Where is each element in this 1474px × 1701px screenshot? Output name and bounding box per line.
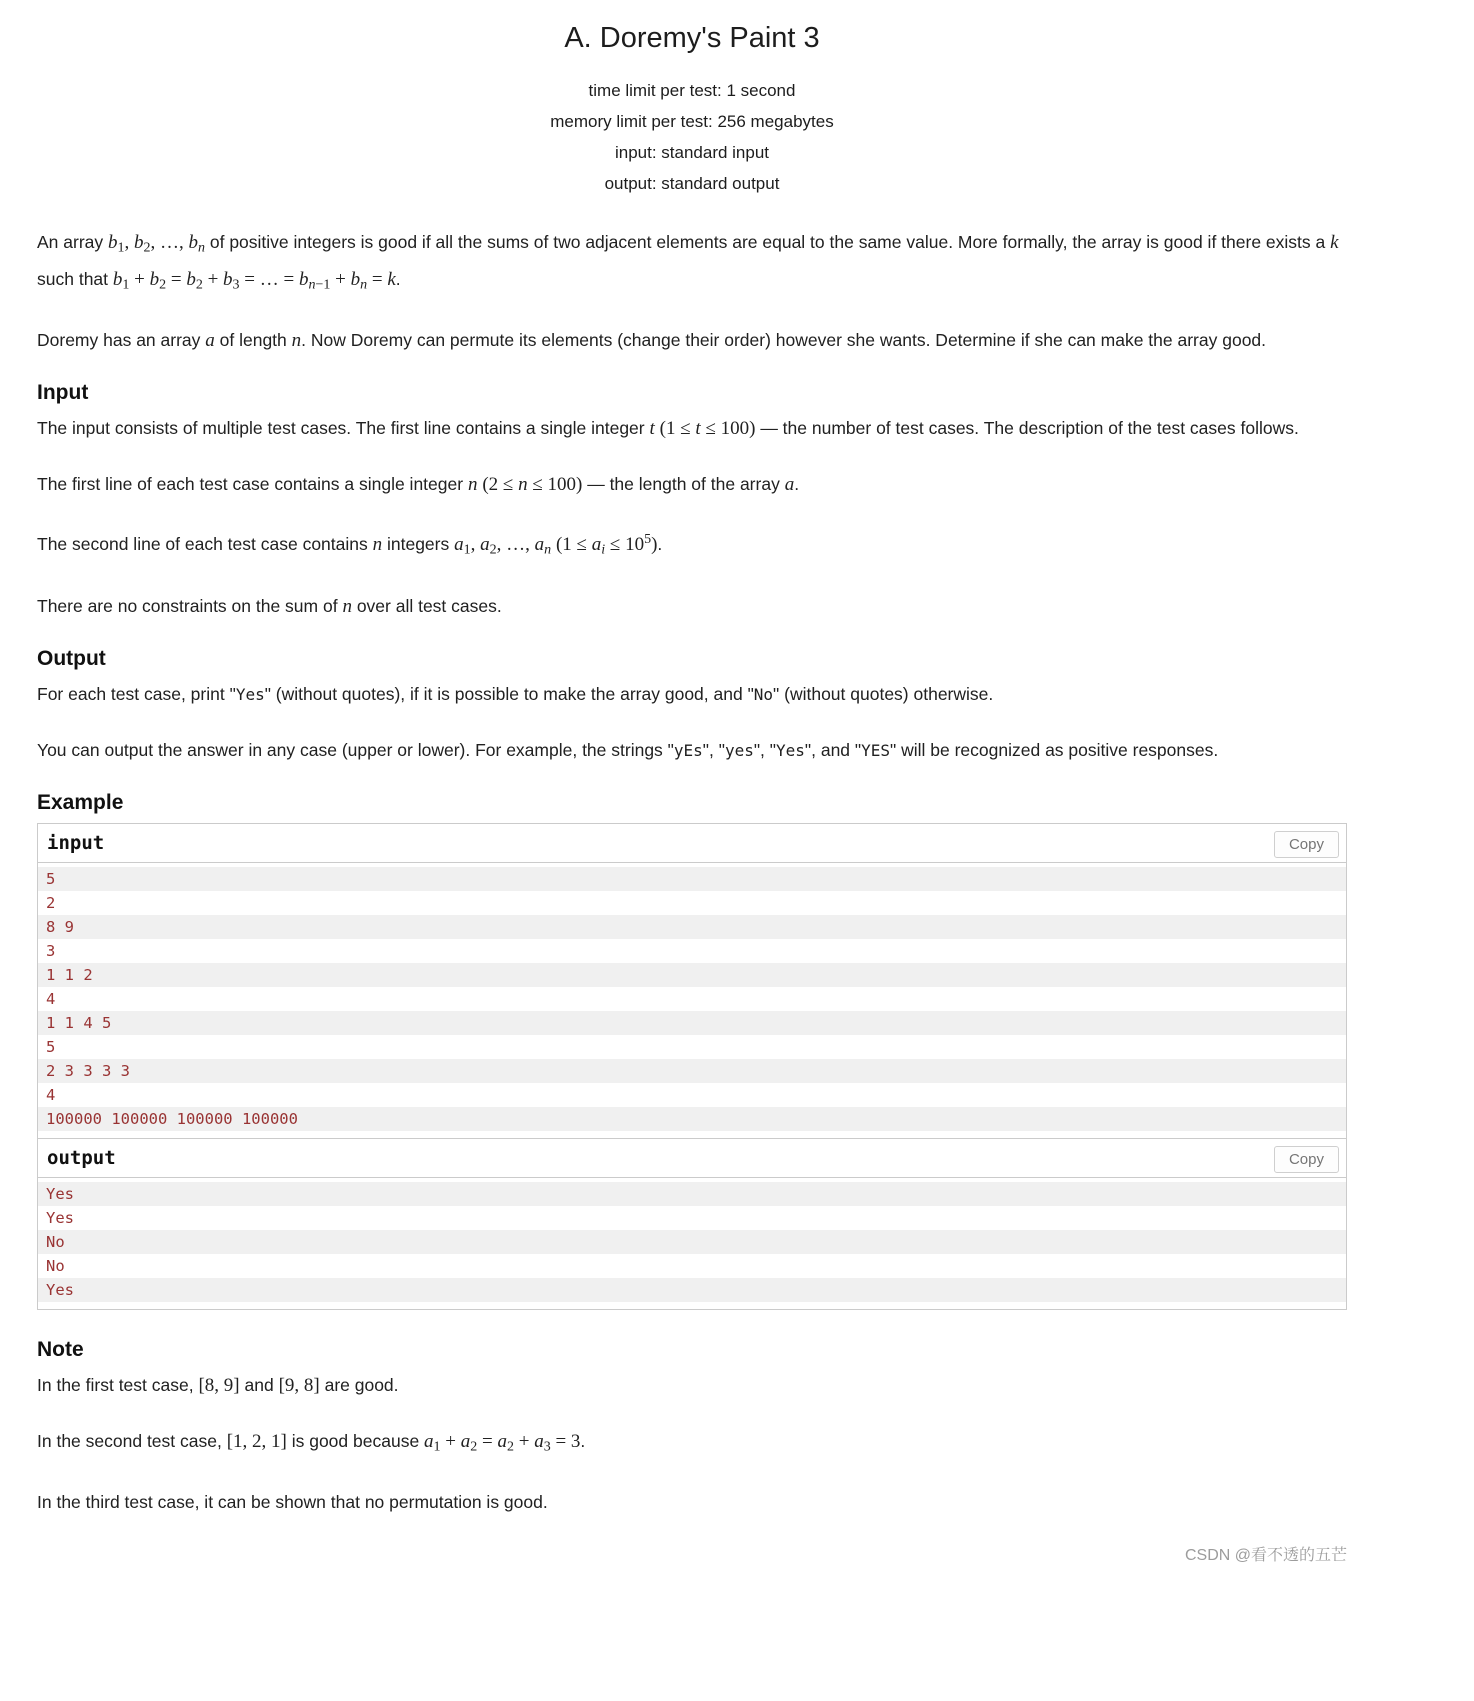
problem-header <box>37 22 1347 199</box>
output-paragraph-2: You can output the answer in any case (upper or lower). For example, the strings "yEs", "yes", "Yes", and "YES" will be recognized as positive responses. <box>37 739 1219 760</box>
sample-input-label: input <box>47 831 105 854</box>
section-heading-input: Input <box>37 381 89 404</box>
input-paragraph-2: The first line of each test case contains a single integer n (2 ≤ n ≤ 100) — the length of the array a. <box>37 474 800 495</box>
sample-test-line: Yes <box>46 1208 74 1227</box>
note-paragraph-3: In the third test case, it can be shown that no permutation is good. <box>37 1492 548 1512</box>
copy-input-button[interactable]: Copy <box>1274 831 1339 858</box>
sample-test-line: Yes <box>38 1278 1346 1302</box>
sample-test-line: 100000 100000 100000 100000 <box>38 1107 1346 1131</box>
statement-paragraph-1: An array $b_1$, $b_2$, …, $b_n$ of positive integers is good if all the sums of two adjacent elements are equal to the same value. More formally, the array is good if there exists a k such that $b_1 + b_2 = b_2 + b_3$ = … = $b_{n-1} + b_n = k$. <box>37 232 1339 292</box>
note-paragraph-1: In the first test case, [8, 9] and [9, 8] are good. <box>37 1374 399 1396</box>
statement-paragraph-2: Doremy has an array a of length n. Now Doremy can permute its elements (change their order) however she wants. Determine if she can make the array good. <box>37 330 1267 351</box>
copy-output-button[interactable]: Copy <box>1274 1146 1339 1173</box>
sample-test-line: 2 3 3 3 3 <box>38 1059 1346 1083</box>
csdn-watermark: CSDN @看不透的五芒 <box>1184 1547 1347 1564</box>
input-paragraph-4: There are no constraints on the sum of n over all test cases. <box>37 595 502 617</box>
sample-test-line: 8 9 <box>38 915 1346 939</box>
section-heading-note: Note <box>37 1337 84 1361</box>
sample-input-box <box>37 823 1347 1139</box>
note-paragraph-2: In the second test case, [1, 2, 1] is good because $a_1 + a_2 = a_2 + a_3 = 3$. <box>37 1430 586 1454</box>
output-file-spec: output: standard output <box>604 174 780 193</box>
sample-test-line: No <box>46 1256 65 1275</box>
sample-output-label: output <box>47 1146 116 1169</box>
sample-test-line: 3 <box>46 941 56 960</box>
section-heading-example: Example <box>37 790 124 814</box>
sample-output-box <box>37 1138 1347 1310</box>
sample-test-line: 1 1 2 <box>38 963 1346 987</box>
input-paragraph-1: The input consists of multiple test cases. The first line contains a single integer t (1 ≤ t ≤ 100) — the number of test cases. The description of the test cases follows. <box>37 418 1299 439</box>
sample-test-line: 4 <box>46 989 56 1008</box>
memory-limit: memory limit per test: 256 megabytes <box>550 112 834 131</box>
sample-input-lines <box>38 863 1346 1138</box>
sample-test-line: 2 <box>46 893 56 912</box>
sample-test-line: 1 1 4 5 <box>38 1011 1346 1035</box>
section-heading-output: Output <box>37 646 106 670</box>
sample-test-line: No <box>38 1230 1346 1254</box>
sample-test-line: 4 <box>46 1085 56 1104</box>
output-paragraph-1: For each test case, print "Yes" (without quotes), if it is possible to make the array good, and "No" (without quotes) otherwise. <box>37 683 994 704</box>
time-limit: time limit per test: 1 second <box>588 81 796 100</box>
input-file-spec: input: standard input <box>614 143 770 162</box>
sample-output-header <box>38 1139 1346 1178</box>
sample-test-line: Yes <box>38 1182 1346 1206</box>
sample-test-line: 5 <box>38 867 1346 891</box>
sample-input-header <box>38 824 1346 863</box>
input-paragraph-3: The second line of each test case contains n integers $a_1$, $a_2$, …, $a_n$ $(1 \le a_i \le 10^5)$. <box>37 532 663 558</box>
sample-output-lines <box>38 1178 1346 1309</box>
sample-test-line: 5 <box>46 1037 56 1056</box>
problem-title: A. Doremy's Paint 3 <box>564 22 820 54</box>
